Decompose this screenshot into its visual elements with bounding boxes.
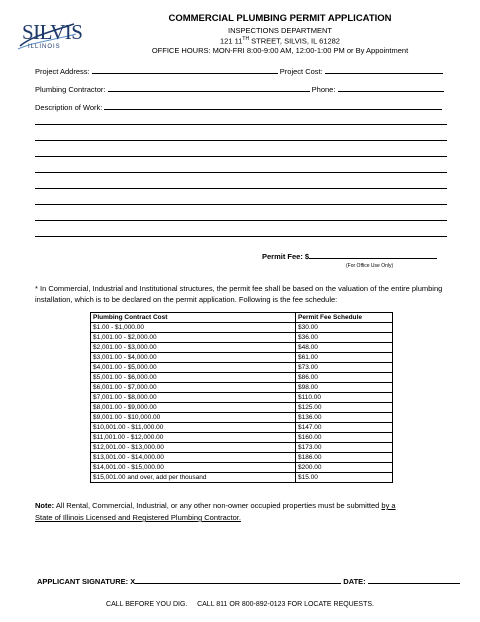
submission-note	[35, 500, 447, 524]
cost-cell: $10,001.00 - $11,000.00	[91, 423, 296, 433]
description-row	[35, 101, 442, 112]
permit-fee-label: Permit Fee: $	[262, 252, 310, 261]
fee-cell: $86.00	[296, 373, 393, 383]
department-name: INSPECTIONS DEPARTMENT	[228, 26, 332, 35]
phone-label: Phone:	[311, 85, 336, 94]
table-row	[91, 413, 393, 423]
table-row	[91, 323, 393, 333]
table-row	[91, 373, 393, 383]
table-row	[91, 453, 393, 463]
description-line[interactable]	[35, 236, 447, 237]
fee-cell: $200.00	[296, 463, 393, 473]
table-row	[91, 423, 393, 433]
logo-word: SILVIS	[22, 20, 83, 44]
page-title: COMMERCIAL PLUMBING PERMIT APPLICATION	[168, 13, 392, 24]
column-header-cost: Plumbing Contract Cost	[91, 313, 296, 323]
cost-cell: $15,001.00 and over, add per thousand	[91, 473, 296, 483]
permit-fee-field[interactable]	[309, 250, 437, 259]
locate-footer	[0, 601, 480, 608]
table-row	[91, 473, 393, 483]
cost-cell: $13,001.00 - $14,000.00	[91, 453, 296, 463]
phone-field[interactable]	[338, 83, 444, 92]
description-line[interactable]	[35, 156, 447, 157]
fee-cell: $30.00	[296, 323, 393, 333]
note-underlined-1: by a	[381, 501, 396, 510]
table-row	[91, 433, 393, 443]
table-row	[91, 363, 393, 373]
table-row	[91, 463, 393, 473]
date-label: DATE:	[343, 577, 366, 586]
table-row	[91, 443, 393, 453]
cost-cell: $8,001.00 - $9,000.00	[91, 403, 296, 413]
fee-cell: $98.00	[296, 383, 393, 393]
fee-cell: $48.00	[296, 343, 393, 353]
signature-field[interactable]	[135, 575, 341, 584]
cost-cell: $3,001.00 - $4,000.00	[91, 353, 296, 363]
cost-cell: $9,001.00 - $10,000.00	[91, 413, 296, 423]
project-address-label: Project Address:	[35, 67, 90, 76]
fee-schedule-table	[90, 312, 393, 483]
plumbing-contractor-field[interactable]	[108, 83, 310, 92]
cost-cell: $1,001.00 - $2,000.00	[91, 333, 296, 343]
description-line[interactable]	[35, 172, 447, 173]
cost-cell: $12,001.00 - $13,000.00	[91, 443, 296, 453]
fee-cell: $186.00	[296, 453, 393, 463]
footer-left: CALL BEFORE YOU DIG.	[106, 601, 188, 608]
office-hours: OFFICE HOURS: MON-FRI 8:00-9:00 AM, 12:00-1:00 PM or By Appointment	[151, 46, 409, 55]
cost-cell: $14,001.00 - $15,000.00	[91, 463, 296, 473]
fee-cell: $173.00	[296, 443, 393, 453]
note-underlined-2: State of Illinois Licensed and Registered Plumbing Contractor.	[35, 513, 241, 522]
note-text: All Rental, Commercial, Industrial, or any other non-owner occupied properties must be submitted	[54, 501, 382, 510]
fee-cell: $147.00	[296, 423, 393, 433]
description-line[interactable]	[35, 124, 447, 125]
cost-cell: $6,001.00 - $7,000.00	[91, 383, 296, 393]
description-label: Description of Work:	[35, 103, 103, 112]
project-address-field[interactable]	[92, 65, 278, 74]
description-line[interactable]	[35, 140, 447, 141]
fee-cell: $15.00	[296, 473, 393, 483]
fee-cell: $125.00	[296, 403, 393, 413]
plumbing-contractor-label: Plumbing Contractor:	[35, 85, 106, 94]
column-header-fee: Permit Fee Schedule	[296, 313, 393, 323]
fee-cell: $73.00	[296, 363, 393, 373]
fee-cell: $61.00	[296, 353, 393, 363]
signature-label: APPLICANT SIGNATURE: X	[37, 577, 136, 586]
table-row	[91, 393, 393, 403]
silvis-logo	[14, 18, 83, 54]
fee-explanation: * In Commercial, Industrial and Institutional structures, the permit fee shall be based on the valuation of the entire plumbing installation, which is to be declared on the permit application. Following is the fee schedule:	[35, 284, 443, 304]
project-cost-label: Project Cost:	[279, 67, 323, 76]
project-address-row	[35, 65, 443, 76]
description-field[interactable]	[104, 101, 442, 110]
signature-row	[37, 575, 460, 586]
cost-cell: $1.00 - $1,000.00	[91, 323, 296, 333]
cost-cell: $2,001.00 - $3,000.00	[91, 343, 296, 353]
description-line[interactable]	[35, 188, 447, 189]
cost-cell: $11,001.00 - $12,000.00	[91, 433, 296, 443]
permit-fee-row	[262, 250, 437, 261]
project-cost-field[interactable]	[325, 65, 443, 74]
fee-cell: $160.00	[296, 433, 393, 443]
cost-cell: $5,001.00 - $6,000.00	[91, 373, 296, 383]
fee-cell: $110.00	[296, 393, 393, 403]
department-address: 121 11TH STREET, SILVIS, IL 61282	[220, 36, 340, 46]
cost-cell: $4,001.00 - $5,000.00	[91, 363, 296, 373]
table-row	[91, 403, 393, 413]
cost-cell: $7,001.00 - $8,000.00	[91, 393, 296, 403]
plumbing-contractor-row	[35, 83, 444, 94]
footer-right: CALL 811 OR 800-892-0123 FOR LOCATE REQUESTS.	[197, 601, 374, 608]
date-field[interactable]	[368, 575, 460, 584]
table-row	[91, 353, 393, 363]
fee-cell: $36.00	[296, 333, 393, 343]
fee-cell: $136.00	[296, 413, 393, 423]
description-line[interactable]	[35, 204, 447, 205]
logo-subtext: ILLINOIS	[28, 44, 61, 50]
note-label: Note:	[35, 501, 55, 510]
table-header-row	[91, 313, 393, 323]
table-row	[91, 383, 393, 393]
office-use-note: (For Office Use Only)	[346, 263, 394, 269]
table-row	[91, 333, 393, 343]
table-row	[91, 343, 393, 353]
description-line[interactable]	[35, 220, 447, 221]
